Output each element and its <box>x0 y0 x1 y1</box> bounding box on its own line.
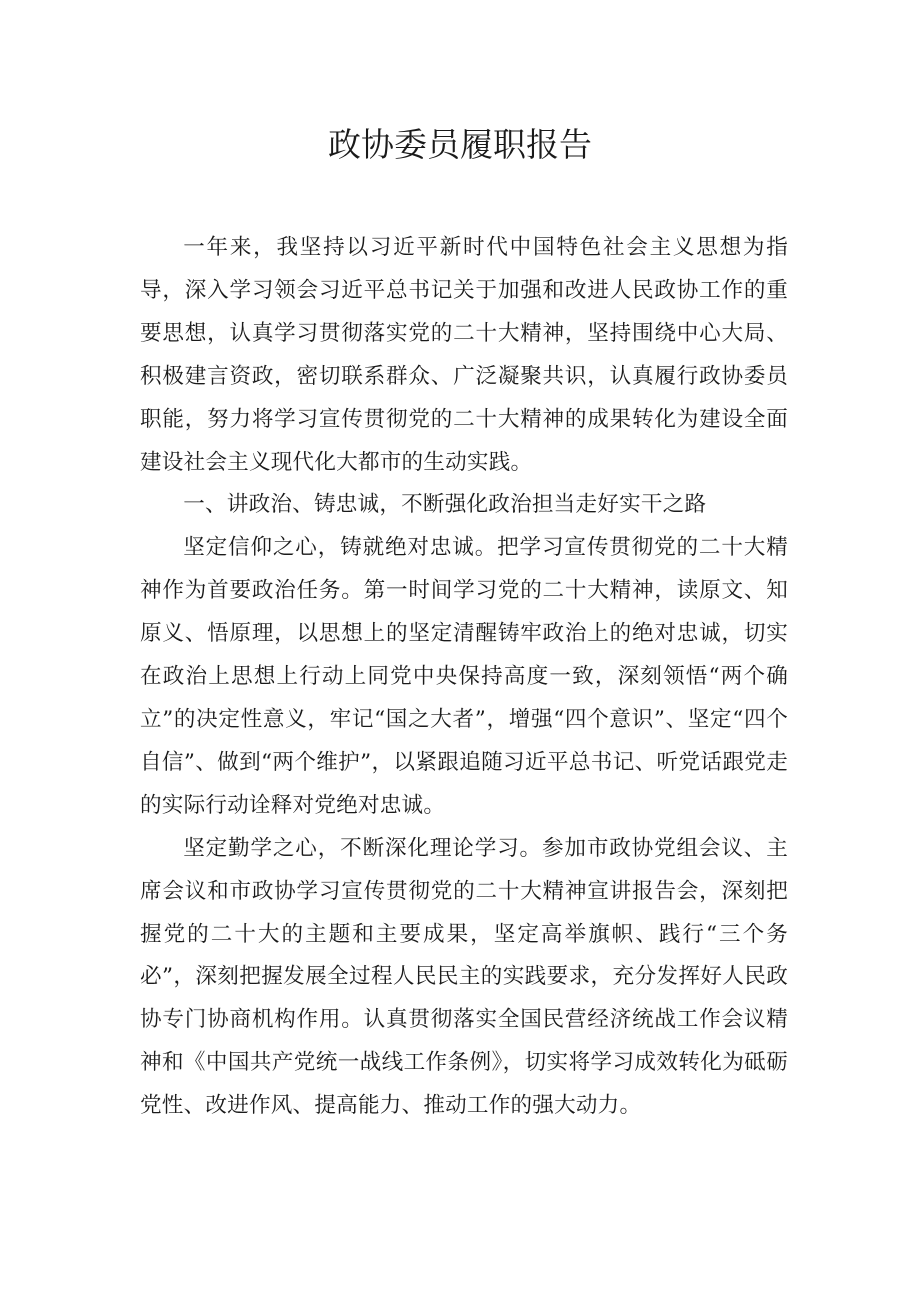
paragraph-loyalty: 坚定信仰之心，铸就绝对忠诚。把学习宣传贯彻党的二十大精神作为首要政治任务。第一时间学习党的二十大精神，读原文、知原义、悟原理，以思想上的坚定清醒铸牢政治上的绝对忠诚，切实在政治上思想上行动上同党中央保持高度一致，深刻领悟“两个确立”的决定性意义，牢记“国之大者”，增强“四个意识”、坚定“四个自信”、做到“两个维护”，以紧跟追随习近平总书记、听党话跟党走的实际行动诠释对党绝对忠诚。 <box>140 535 788 818</box>
section-heading-1: 一、讲政治、铸忠诚，不断强化政治担当走好实干之路 <box>183 492 707 518</box>
document-body <box>140 227 788 1128</box>
paragraph-intro: 一年来，我坚持以习近平新时代中国特色社会主义思想为指导，深入学习领会习近平总书记关于加强和改进人民政协工作的重要思想，认真学习贯彻落实党的二十大精神，坚持围绕中心大局、积极建言资政，密切联系群众、广泛凝聚共识，认真履行政协委员职能，努力将学习宣传贯彻党的二十大精神的成果转化为建设全面建设社会主义现代化大都市的生动实践。 <box>140 235 788 475</box>
paragraph-study: 坚定勤学之心，不断深化理论学习。参加市政协党组会议、主席会议和市政协学习宣传贯彻党的二十大精神宣讲报告会，深刻把握党的二十大的主题和主要成果，坚定高举旗帜、践行“三个务必”，深刻把握发展全过程人民民主的实践要求，充分发挥好人民政协专门协商机构作用。认真贯彻落实全国民营经济统战工作会议精神和《中国共产党统一战线工作条例》，切实将学习成效转化为砥砺党性、改进作风、提高能力、推动工作的强大动力。 <box>140 835 788 1119</box>
document-title: 政协委员履职报告 <box>328 125 592 164</box>
